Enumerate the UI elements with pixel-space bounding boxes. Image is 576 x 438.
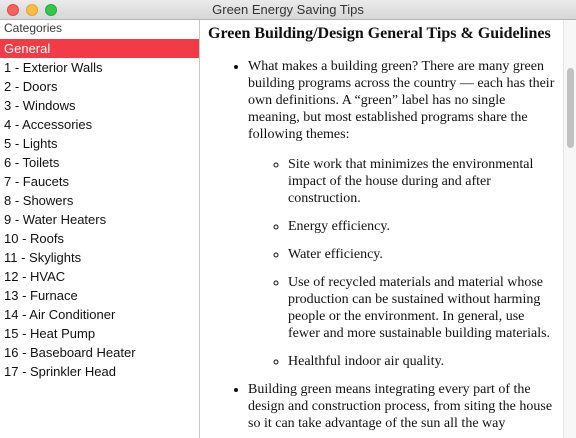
theme-item: ◦ Site work that minimizes the environmental impact of the house during and after construction.	[288, 156, 558, 207]
tips-content-pane	[200, 20, 563, 438]
green-themes-list	[248, 156, 558, 370]
tip-text: Building green means integrating every part of the design and construction process, from siting the house so it can take advantage of the sun all the way	[248, 382, 553, 431]
category-item-air-conditioner[interactable]: 14 - Air Conditioner	[4, 307, 116, 322]
category-item-roofs[interactable]: 10 - Roofs	[4, 231, 64, 246]
category-item-lights[interactable]: 5 - Lights	[4, 136, 58, 151]
categories-header: Categories	[4, 21, 63, 35]
window-title: Green Energy Saving Tips	[212, 2, 364, 17]
category-item-baseboard-heater[interactable]: 16 - Baseboard Heater	[4, 345, 136, 360]
tip-item	[248, 58, 558, 370]
theme-item: ◦ Energy efficiency.	[288, 218, 558, 235]
category-item-general[interactable]: General	[0, 39, 199, 58]
category-item-faucets[interactable]: 7 - Faucets	[4, 174, 70, 189]
category-item-toilets[interactable]: 6 - Toilets	[4, 155, 60, 170]
categories-sidebar	[0, 20, 200, 438]
theme-item: ◦ Water efficiency.	[288, 246, 558, 263]
category-item-furnace[interactable]: 13 - Furnace	[4, 288, 78, 303]
category-item-skylights[interactable]: 11 - Skylights	[4, 250, 82, 265]
tips-body	[208, 58, 558, 438]
category-item-hvac[interactable]: 12 - HVAC	[4, 269, 66, 284]
tips-list	[208, 58, 558, 432]
tip-text: What makes a building green? There are many green building programs across the country — each has their own definitions. A “green” label has no single meaning, but most established programs share the following themes:	[248, 59, 555, 142]
tip-item	[248, 381, 558, 432]
category-item-heat-pump[interactable]: 15 - Heat Pump	[4, 326, 96, 341]
page-title: Green Building/Design General Tips & Guidelines	[208, 25, 551, 42]
category-item-exterior-walls[interactable]: 1 - Exterior Walls	[4, 60, 103, 75]
category-item-water-heaters[interactable]: 9 - Water Heaters	[4, 212, 107, 227]
category-item-sprinkler-head[interactable]: 17 - Sprinkler Head	[4, 364, 116, 379]
content-scrollbar[interactable]	[563, 20, 576, 438]
category-item-showers[interactable]: 8 - Showers	[4, 193, 74, 208]
categories-list	[0, 39, 199, 381]
scrollbar-thumb[interactable]	[567, 68, 574, 148]
category-item-accessories[interactable]: 4 - Accessories	[4, 117, 93, 132]
title-bar[interactable]	[0, 0, 576, 20]
theme-item: ◦ Use of recycled materials and material whose production can be sustained without harming people or the environment. In general, use fewer and more sustainable building materials.	[288, 274, 558, 342]
category-item-doors[interactable]: 2 - Doors	[4, 79, 58, 94]
theme-item: ◦ Healthful indoor air quality.	[288, 353, 558, 370]
category-item-windows[interactable]: 3 - Windows	[4, 98, 76, 113]
